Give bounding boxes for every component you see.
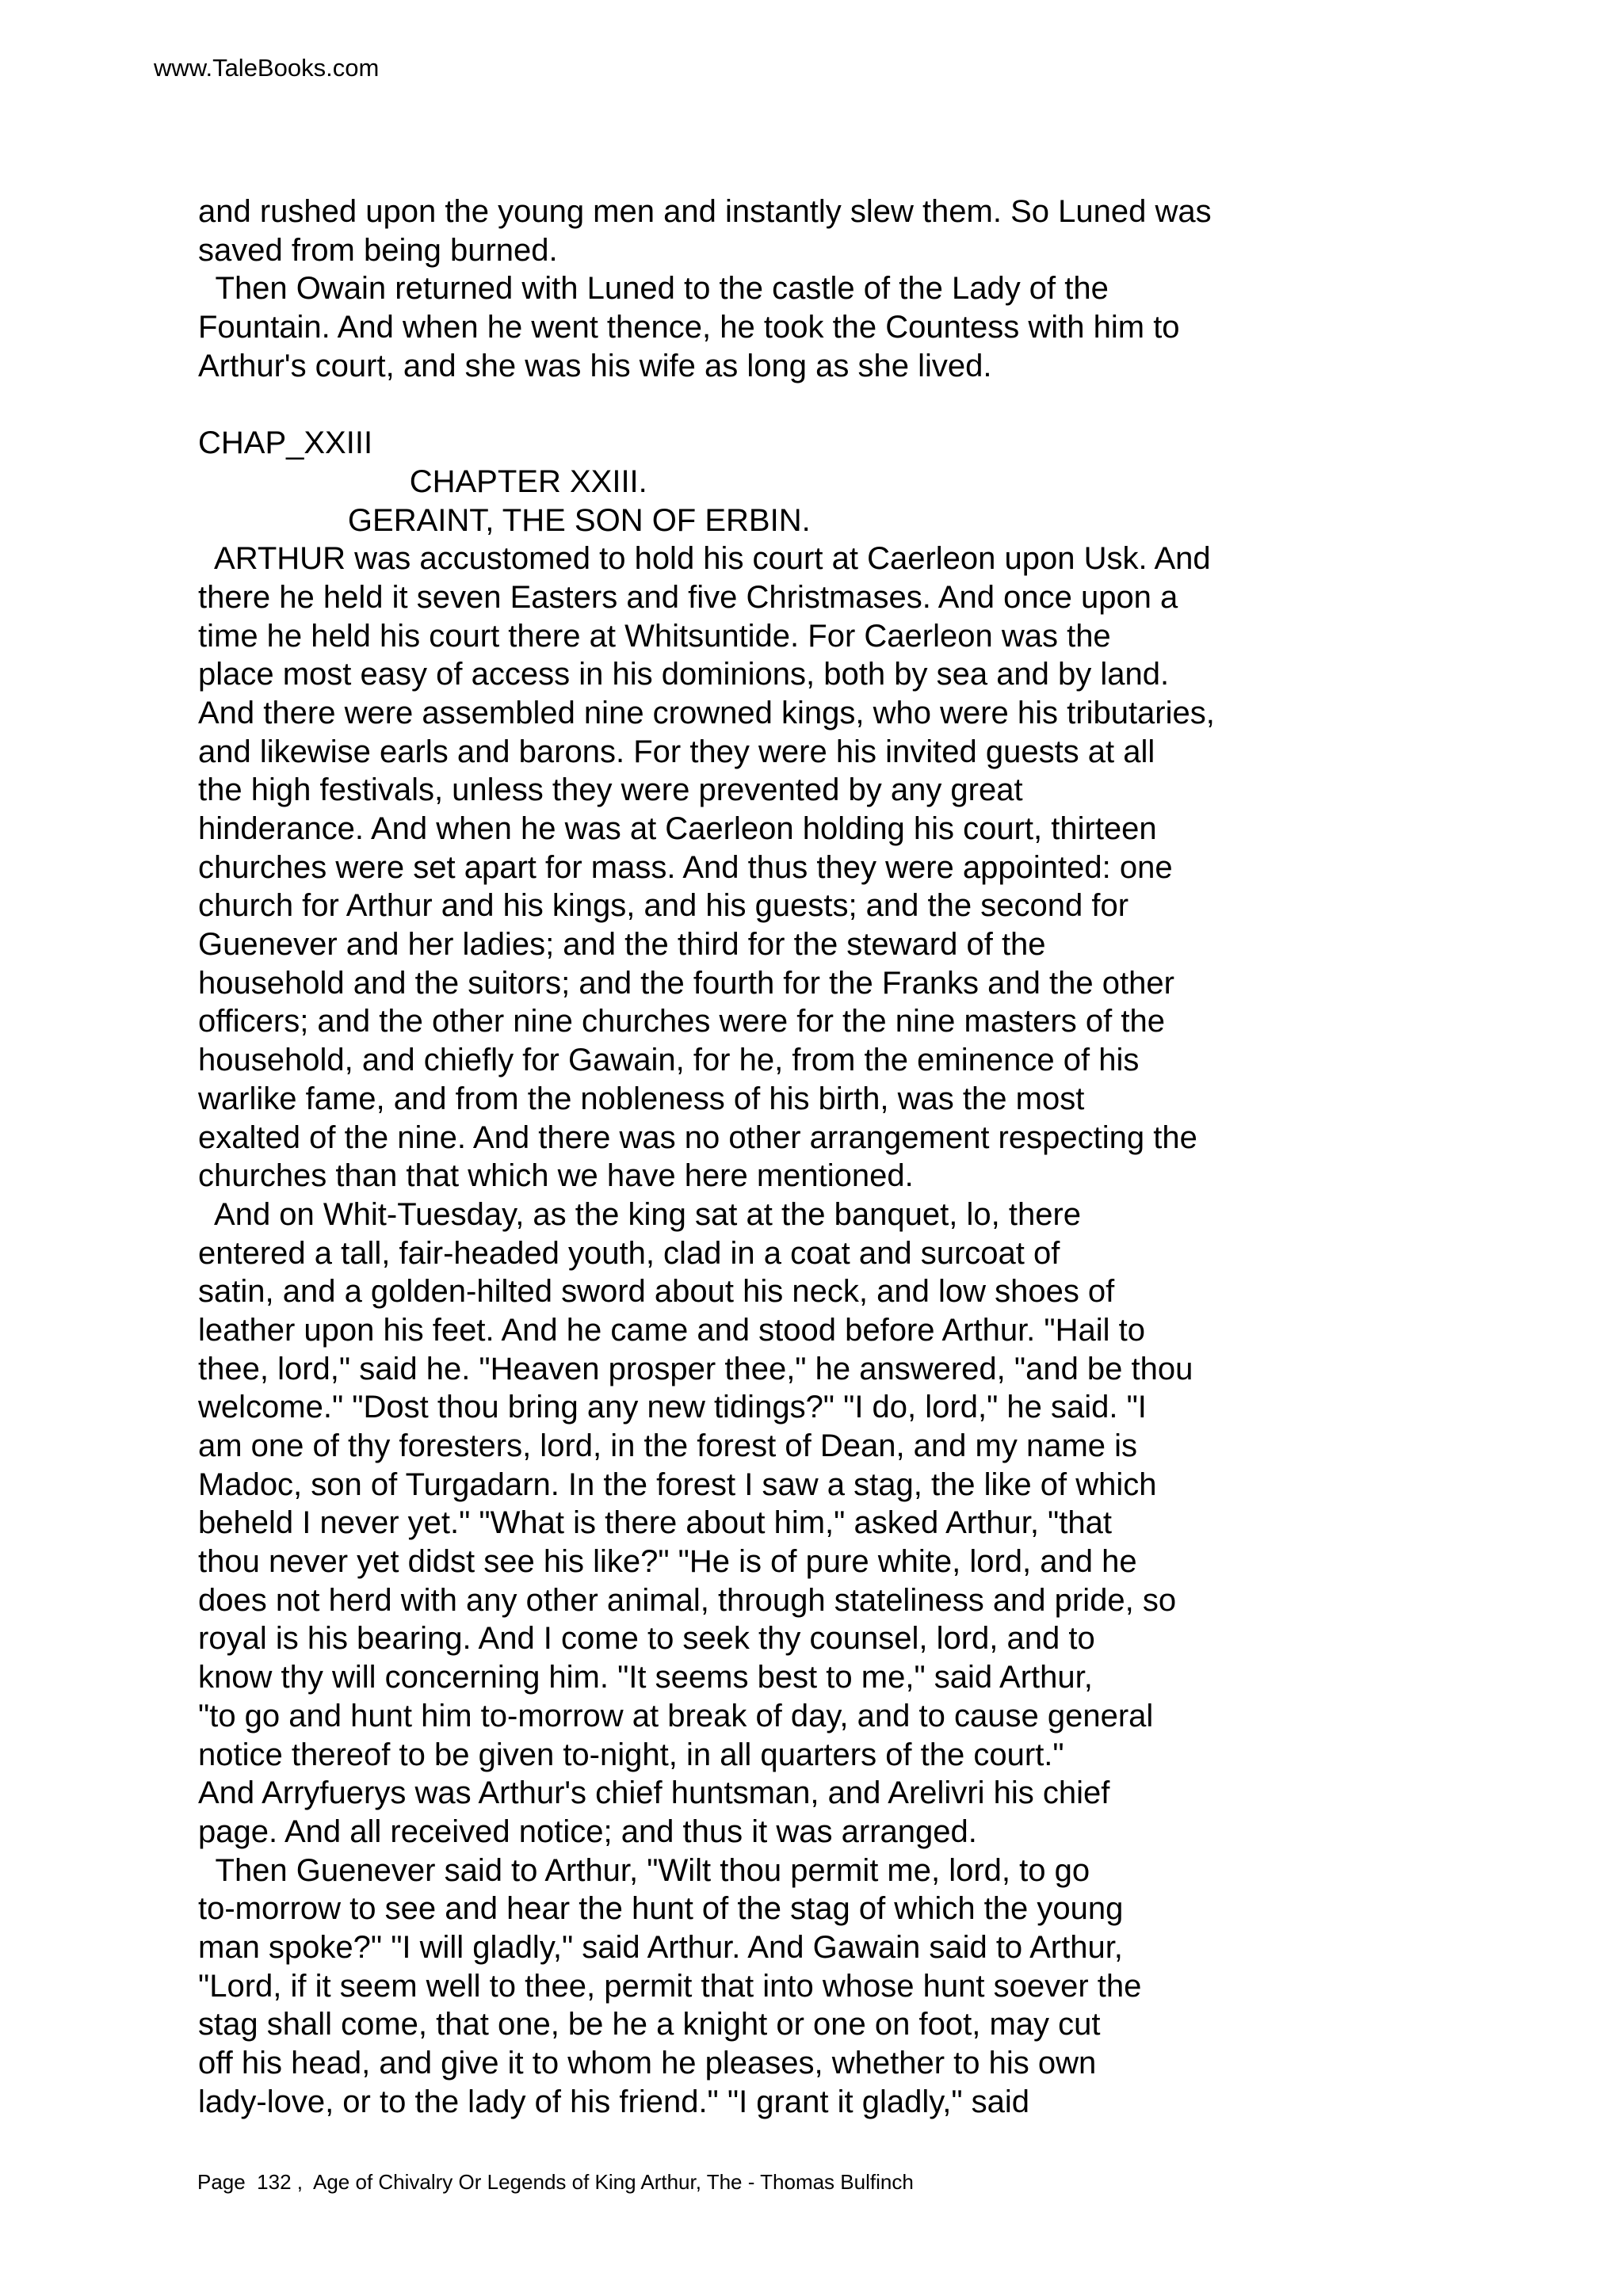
text-line: And on Whit-Tuesday, as the king sat at the banquet, lo, there — [198, 1196, 1082, 1232]
text-line: ARTHUR was accustomed to hold his court at Caerleon upon Usk. And — [198, 541, 1211, 577]
text-line: "Lord, if it seem well to thee, permit that into whose hunt soever the — [198, 1968, 1142, 2004]
text-line: notice thereof to be given to-night, in all quarters of the court." — [198, 1737, 1064, 1772]
text-line: Arthur's court, and she was his wife as long as she lived. — [198, 348, 992, 383]
text-line: household and the suitors; and the fourth for the Franks and the other — [198, 965, 1174, 1001]
text-line: church for Arthur and his kings, and his guests; and the second for — [198, 888, 1129, 924]
text-line: know thy will concerning him. "It seems best to me," said Arthur, — [198, 1660, 1093, 1695]
text-line: satin, and a golden-hilted sword about his neck, and low shoes of — [198, 1274, 1115, 1310]
text-line: And Arryfuerys was Arthur's chief huntsman, and Arelivri his chief — [198, 1775, 1110, 1811]
text-line: exalted of the nine. And there was no other arrangement respecting the — [198, 1119, 1197, 1155]
site-url: www.TaleBooks.com — [154, 54, 380, 82]
text-line: welcome." "Dost thou bring any new tidings?" "I do, lord," he said. "I — [198, 1390, 1147, 1425]
text-line: officers; and the other nine churches were for the nine masters of the — [198, 1004, 1165, 1039]
text-line: beheld I never yet." "What is there about him," asked Arthur, "that — [198, 1505, 1112, 1541]
text-line: does not herd with any other animal, through stateliness and pride, so — [198, 1582, 1177, 1618]
page-body — [198, 193, 1387, 2121]
text-line: lady-love, or to the lady of his friend." "I grant it gladly," said — [198, 2084, 1030, 2119]
text-line: to-morrow to see and hear the hunt of the stag of which the young — [198, 1891, 1124, 1927]
text-line: GERAINT, THE SON OF ERBIN. — [198, 502, 811, 538]
text-line: page. And all received notice; and thus it was arranged. — [198, 1814, 977, 1849]
text-line: thou never yet didst see his like?" "He is of pure white, lord, and he — [198, 1544, 1137, 1580]
text-line: churches than that which we have here mentioned. — [198, 1158, 914, 1194]
text-line: leather upon his feet. And he came and stood before Arthur. "Hail to — [198, 1312, 1145, 1348]
text-line: royal is his bearing. And I come to seek thy counsel, lord, and to — [198, 1621, 1095, 1657]
text-line: saved from being burned. — [198, 232, 558, 268]
text-line: thee, lord," said he. "Heaven prosper thee," he answered, "and be thou — [198, 1351, 1193, 1386]
text-line: time he held his court there at Whitsuntide. For Caerleon was the — [198, 618, 1111, 654]
text-line: "to go and hunt him to-morrow at break of day, and to cause general — [198, 1698, 1154, 1733]
text-line: entered a tall, fair-headed youth, clad in a coat and surcoat of — [198, 1235, 1060, 1271]
text-line: churches were set apart for mass. And thus they were appointed: one — [198, 849, 1173, 885]
text-line: Then Guenever said to Arthur, "Wilt thou permit me, lord, to go — [198, 1852, 1090, 1888]
text-line: the high festivals, unless they were prevented by any great — [198, 772, 1023, 808]
text-line: CHAP_XXIII — [198, 425, 373, 461]
text-line: household, and chiefly for Gawain, for he, from the eminence of his — [198, 1043, 1140, 1078]
text-line: warlike fame, and from the nobleness of his birth, was the most — [198, 1081, 1085, 1116]
text-line: man spoke?" "I will gladly," said Arthur. And Gawain said to Arthur, — [198, 1929, 1123, 1965]
blank-line — [198, 385, 1387, 424]
page-footer: Page 132 , Age of Chivalry Or Legends of King Arthur, The - Thomas Bulfinch — [197, 2170, 914, 2194]
text-line: And there were assembled nine crowned kings, who were his tributaries, — [198, 695, 1215, 730]
text-line: there he held it seven Easters and five Christmases. And once upon a — [198, 579, 1178, 615]
text-line: and likewise earls and barons. For they were his invited guests at all — [198, 734, 1155, 769]
text-line: CHAPTER XXIII. — [198, 463, 647, 499]
text-line: Then Owain returned with Luned to the castle of the Lady of the — [198, 271, 1109, 307]
text-line: and rushed upon the young men and instantly slew them. So Luned was — [198, 194, 1212, 229]
text-line: Madoc, son of Turgadarn. In the forest I saw a stag, the like of which — [198, 1466, 1157, 1502]
text-line: off his head, and give it to whom he pleases, whether to his own — [198, 2046, 1097, 2081]
text-line: Fountain. And when he went thence, he took the Countess with him to — [198, 310, 1180, 345]
text-line: stag shall come, that one, be he a knight or one on foot, may cut — [198, 2007, 1101, 2042]
text-line: Guenever and her ladies; and the third for the steward of the — [198, 927, 1046, 963]
text-line: am one of thy foresters, lord, in the forest of Dean, and my name is — [198, 1428, 1138, 1463]
text-line: place most easy of access in his dominions, both by sea and by land. — [198, 657, 1170, 692]
text-line: hinderance. And when he was at Caerleon holding his court, thirteen — [198, 811, 1157, 846]
